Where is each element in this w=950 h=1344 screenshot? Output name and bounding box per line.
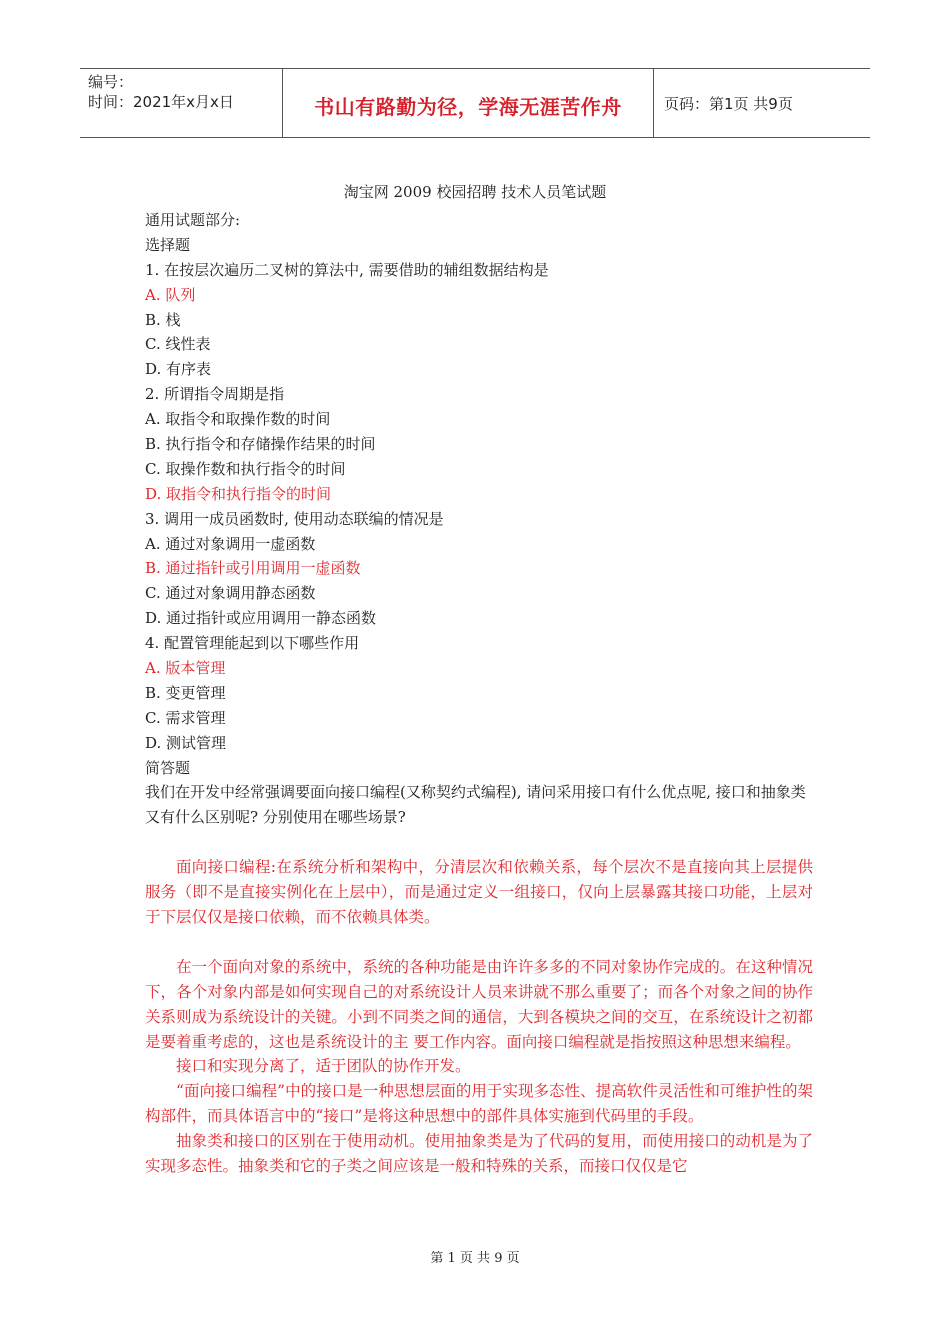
header-motto-cell [282,69,654,137]
question-option-answer: A. 版本管理 [145,659,226,678]
header-left-cell [80,69,282,137]
question-option: C. 需求管理 [145,708,226,727]
number-label: 编号： [88,73,134,91]
time-label: 时间：2021年x月x日 [88,93,234,111]
answer-paragraph: 在一个面向对象的系统中，系统的各种功能是由许许多多的不同对象协作完成的。在这种情况下，各个对象内部是如何实现自己的对系统设计人员来讲就不那么重要了；而各个对象之间的协作关系则成为系统设计的关键。小到不同类之间的通信，大到各模块之间的交互，在系统设计之初都是要着重考虑的，这也是系统设计的主 要工作内容。面向接口编程就是指按照这种思想来编程。 [145,957,813,1051]
question-stem: 1. 在按层次遍历二叉树的算法中, 需要借助的辅组数据结构是 [145,260,549,279]
spacer [145,930,813,955]
question-option: A. 取指令和取操作数的时间 [145,410,331,429]
document-header [80,68,870,138]
page-info: 页码：第1页 共9页 [664,95,793,113]
question-stem: 4. 配置管理能起到以下哪些作用 [145,634,360,653]
question-option: D. 有序表 [145,360,212,379]
answer-paragraph: “面向接口编程”中的接口是一种思想层面的用于实现多态性、提高软件灵活性和可维护性的架构部件，而具体语言中的“接口”是将这种思想中的部件具体实施到代码里的手段。 [145,1082,813,1126]
document-body [145,208,813,1179]
question-option: C. 线性表 [145,335,211,354]
question-option-answer: D. 取指令和执行指令的时间 [145,484,332,503]
question-option: A. 通过对象调用一虚函数 [145,534,316,553]
document-title: 淘宝网 2009 校园招聘 技术人员笔试题 [343,183,607,201]
question-2 [145,382,813,506]
section-short-answer: 简答题 [145,758,191,777]
question-stem: 3. 调用一成员函数时, 使用动态联编的情况是 [145,509,444,528]
header-page-cell [654,69,870,137]
answer-paragraph: 面向接口编程:在系统分析和架构中，分清层次和依赖关系，每个层次不是直接向其上层提供服务（即不是直接实例化在上层中），而是通过定义一组接口，仅向上层暴露其接口功能，上层对于下层仅仅是接口依赖，而不依赖具体类。 [145,858,813,926]
answer-paragraph: 抽象类和接口的区别在于使用动机。使用抽象类是为了代码的复用，而使用接口的动机是为了实现多态性。抽象类和它的子类之间应该是一般和特殊的关系，而接口仅仅是它 [145,1132,813,1176]
question-option: C. 取操作数和执行指令的时间 [145,459,346,478]
question-option: D. 通过指针或应用调用一静态函数 [145,609,377,628]
section-general: 通用试题部分: [145,211,241,229]
question-option: B. 变更管理 [145,683,226,702]
question-option: B. 执行指令和存储操作结果的时间 [145,435,376,454]
question-option: C. 通过对象调用静态函数 [145,584,316,603]
answer-paragraph: 接口和实现分离了，适于团队的协作开发。 [176,1057,471,1076]
spacer [145,830,813,855]
motto: 书山有路勤为径，学海无涯苦作舟 [314,95,622,119]
question-option-answer: B. 通过指针或引用调用一虚函数 [145,559,361,578]
question-4 [145,631,813,755]
section-choice: 选择题 [145,235,191,254]
question-3 [145,507,813,631]
question-1 [145,258,813,382]
question-stem: 2. 所谓指令周期是指 [145,385,285,404]
question-option: D. 测试管理 [145,733,227,752]
short-question: 我们在开发中经常强调要面向接口编程(又称契约式编程), 请问采用接口有什么优点呢, 接口和抽象类又有什么区别呢? 分别使用在哪些场景? [145,783,806,827]
question-option-answer: A. 队列 [145,285,196,304]
page-footer: 第 1 页 共 9 页 [430,1251,520,1266]
question-option: B. 栈 [145,310,181,329]
